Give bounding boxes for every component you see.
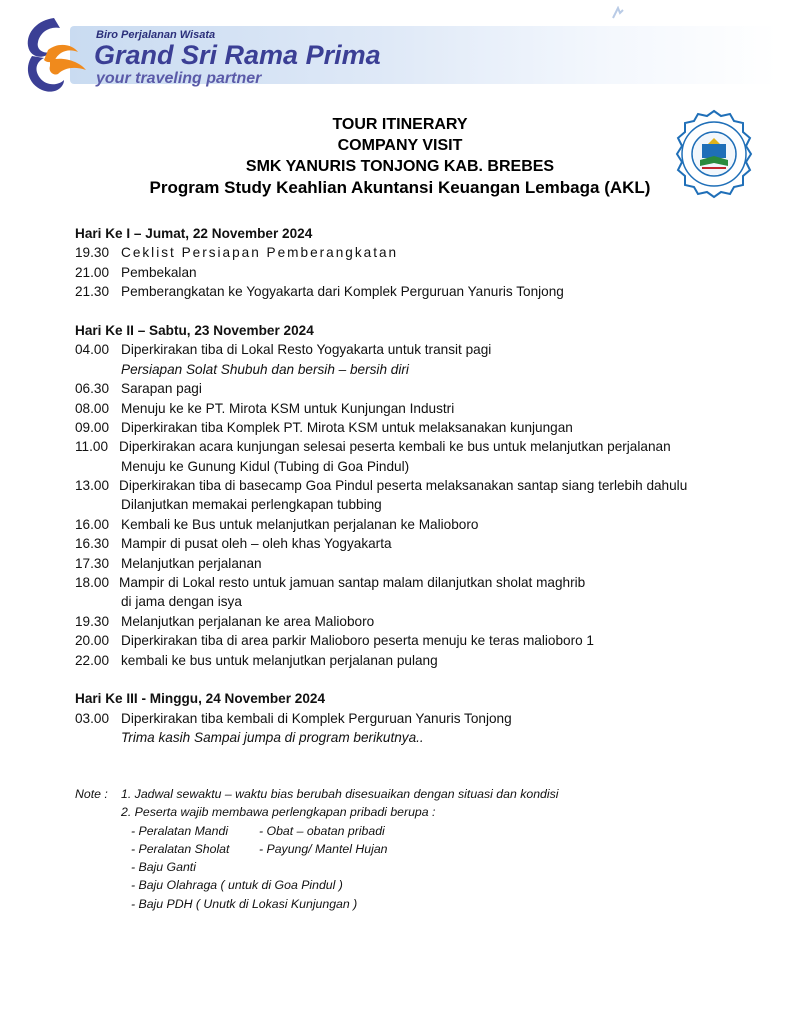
equipment-row xyxy=(75,840,755,858)
equipment-item: - Peralatan Sholat xyxy=(131,841,230,856)
note-row xyxy=(75,803,755,821)
schedule-row xyxy=(75,263,755,282)
title-company-visit: COMPANY VISIT xyxy=(337,137,463,154)
note-row xyxy=(75,785,755,803)
schedule-text: Pembekalan xyxy=(121,264,197,280)
schedule-text: Diperkirakan tiba Komplek PT. Mirota KSM untuk melaksanakan kunjungan xyxy=(121,419,573,435)
schedule-row xyxy=(75,709,755,728)
note-item-1: 1. Jadwal sewaktu – waktu bias berubah disesuaikan dengan situasi dan kondisi xyxy=(121,787,559,801)
schedule-row xyxy=(75,612,755,631)
equipment-row xyxy=(75,876,755,894)
schedule-time: 08.00 xyxy=(75,400,110,416)
schedule-text: Diperkirakan tiba kembali di Komplek Perguruan Yanuris Tonjong xyxy=(121,710,512,726)
brand-small-text: Biro Perjalanan Wisata xyxy=(96,29,216,41)
note-item-2: 2. Peserta wajib membawa perlengkapan pribadi berupa : xyxy=(121,805,436,820)
schedule-time: 17.30 xyxy=(75,555,110,571)
document-title-block xyxy=(90,114,710,198)
schedule-text: Sarapan pagi xyxy=(121,381,202,397)
schedule-row xyxy=(75,515,755,534)
schedule-row xyxy=(75,554,755,573)
schedule-time: 19.30 xyxy=(75,613,110,629)
schedule-text: Diperkirakan tiba di area parkir Malioboro peserta menuju ke teras malioboro 1 xyxy=(121,633,594,649)
schedule-row xyxy=(75,534,755,553)
schedule-time: 21.30 xyxy=(75,284,110,300)
title-tour-itinerary: TOUR ITINERARY xyxy=(332,116,468,133)
schedule-text: Melanjutkan perjalanan xyxy=(121,555,262,571)
schedule-text: Diperkirakan acara kunjungan selesai peserta kembali ke bus untuk melanjutkan perjalanan xyxy=(119,439,671,455)
schedule-text: Melanjutkan perjalanan ke area Malioboro xyxy=(121,613,375,629)
brand-logo-icon xyxy=(14,10,94,98)
schedule-text: Diperkirakan tiba di basecamp Goa Pindul peserta melaksanakan santap siang terlebih dahulu xyxy=(119,478,688,494)
itinerary-content xyxy=(75,224,755,748)
schedule-time: 13.00 xyxy=(75,478,110,494)
schedule-subtext: Dilanjutkan memakai perlengkapan tubbing xyxy=(121,497,382,513)
schedule-time: 09.00 xyxy=(75,419,110,435)
schedule-row xyxy=(75,243,755,262)
schedule-text: Mampir di Lokal resto untuk jamuan santap malam dilanjutkan sholat maghrib xyxy=(119,575,586,591)
schedule-row xyxy=(75,418,755,437)
schedule-text: Menuju ke ke PT. Mirota KSM untuk Kunjungan Industri xyxy=(121,400,455,416)
letterhead xyxy=(14,10,776,98)
schedule-time: 18.00 xyxy=(75,575,110,591)
day-heading: Hari Ke III - Minggu, 24 November 2024 xyxy=(75,691,326,707)
equipment-item: - Baju PDH ( Unutk di Lokasi Kunjungan ) xyxy=(131,896,358,911)
brand-name: Grand Sri Rama Prima xyxy=(94,40,381,70)
equipment-item: - Baju Olahraga ( untuk di Goa Pindul ) xyxy=(131,878,343,893)
schedule-time: 16.30 xyxy=(75,536,110,552)
equipment-item: - Obat – obatan pribadi xyxy=(259,823,385,838)
schedule-row xyxy=(75,476,755,495)
schedule-time: 03.00 xyxy=(75,710,110,726)
schedule-row xyxy=(75,379,755,398)
schedule-time: 19.30 xyxy=(75,245,110,261)
schedule-time: 06.30 xyxy=(75,381,110,397)
decorative-spark-icon xyxy=(611,6,625,20)
schedule-time: 11.00 xyxy=(75,439,109,455)
schedule-time: 21.00 xyxy=(75,264,110,280)
equipment-row xyxy=(75,895,755,913)
equipment-item: - Peralatan Mandi xyxy=(131,823,229,838)
day-heading: Hari Ke II – Sabtu, 23 November 2024 xyxy=(75,322,314,338)
schedule-text: Mampir di pusat oleh – oleh khas Yogyakarta xyxy=(121,536,392,552)
schedule-text: kembali ke bus untuk melanjutkan perjalanan pulang xyxy=(121,652,438,668)
schedule-row xyxy=(75,651,755,670)
schedule-row xyxy=(75,573,755,592)
schedule-text: Diperkirakan tiba di Lokal Resto Yogyakarta untuk transit pagi xyxy=(121,342,492,358)
schedule-subtext: Menuju ke Gunung Kidul (Tubing di Goa Pindul) xyxy=(121,458,410,474)
schedule-row xyxy=(75,399,755,418)
title-program-study: Program Study Keahlian Akuntansi Keuangan Lembaga (AKL) xyxy=(149,178,651,197)
equipment-row xyxy=(75,858,755,876)
schedule-subtext: di jama dengan isya xyxy=(121,594,242,610)
day-heading: Hari Ke I – Jumat, 22 November 2024 xyxy=(75,226,313,241)
schedule-time: 22.00 xyxy=(75,652,110,668)
note-label: Note : xyxy=(75,787,108,801)
schedule-text: Pemberangkatan ke Yogyakarta dari Komplek Perguruan Yanuris Tonjong xyxy=(121,284,564,300)
brand-tagline: your traveling partner xyxy=(96,70,262,87)
schedule-time: 04.00 xyxy=(75,342,110,358)
schedule-text: Ceklist Persiapan Pemberangkatan xyxy=(121,245,399,261)
schedule-row xyxy=(75,340,755,359)
equipment-item: - Payung/ Mantel Hujan xyxy=(259,841,388,856)
schedule-time: 20.00 xyxy=(75,633,110,649)
schedule-row xyxy=(75,282,755,301)
schedule-text: Kembali ke Bus untuk melanjutkan perjalanan ke Malioboro xyxy=(121,516,479,532)
schedule-row xyxy=(75,437,755,456)
schedule-time: 16.00 xyxy=(75,516,110,532)
schedule-subtext: Persiapan Solat Shubuh dan bersih – bersih diri xyxy=(121,361,409,377)
equipment-row xyxy=(75,822,755,840)
title-school-name: SMK YANURIS TONJONG KAB. BREBES xyxy=(245,158,555,175)
schedule-row xyxy=(75,631,755,650)
notes-section xyxy=(75,785,755,913)
equipment-item: - Baju Ganti xyxy=(131,860,196,875)
closing-message: Trima kasih Sampai jumpa di program berikutnya.. xyxy=(121,730,424,746)
